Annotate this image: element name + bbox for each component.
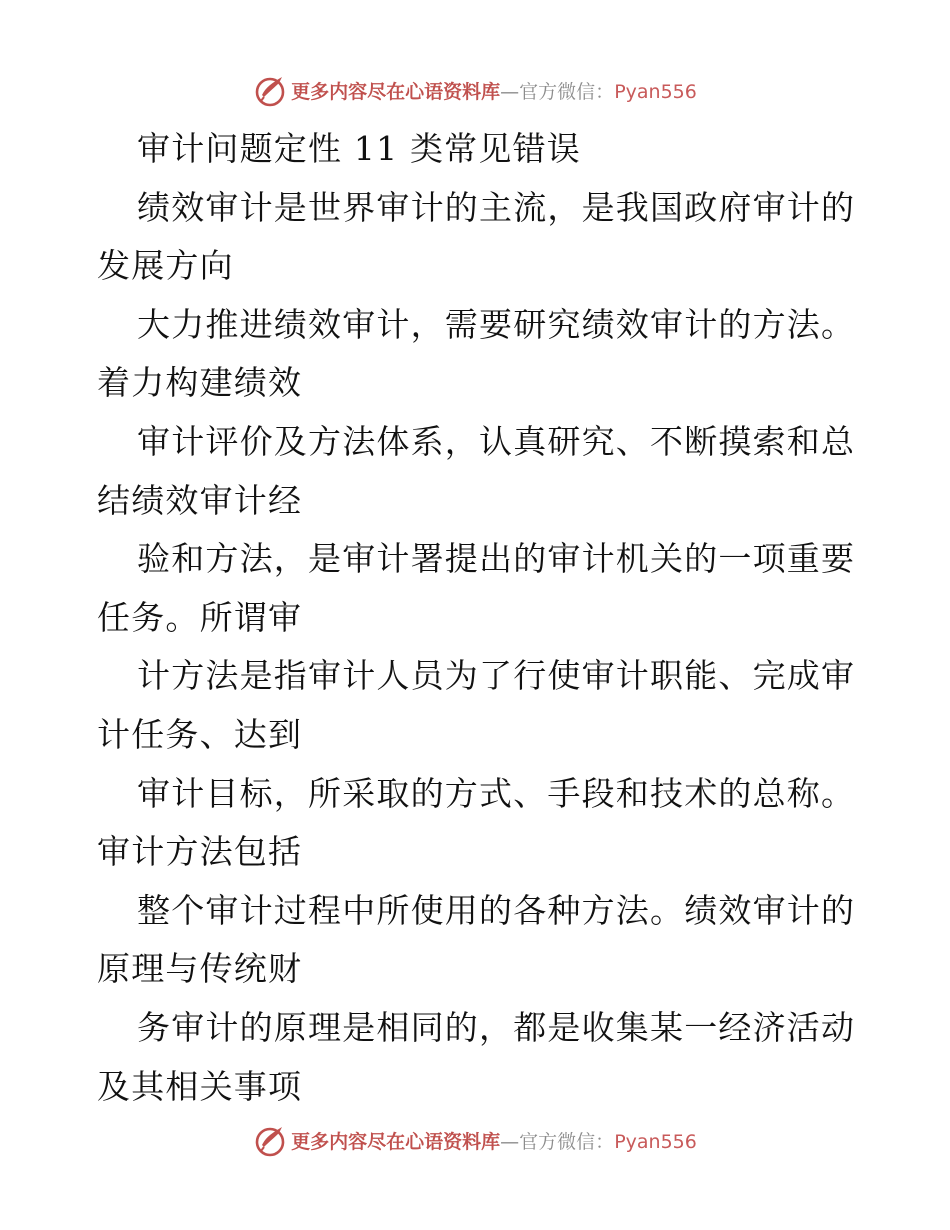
body-line: 审计问题定性 11 类常见错误 — [137, 129, 581, 168]
header-banner — [0, 72, 950, 108]
body-line: 绩效审计是世界审计的主流，是我国政府审计的 — [137, 187, 856, 227]
body-line: 大力推进绩效审计，需要研究绩效审计的方法。 — [137, 304, 856, 344]
body-line: 任务。所谓审 — [97, 597, 303, 637]
footer-banner-inner — [253, 1123, 697, 1157]
body-line: 务审计的原理是相同的，都是收集某一经济活动 — [137, 1007, 856, 1047]
body-line: 计任务、达到 — [97, 714, 303, 754]
header-banner-label: 官方微信： — [519, 80, 615, 103]
pen-logo-icon — [253, 1123, 287, 1157]
body-line: 原理与传统财 — [97, 949, 303, 989]
body-line: 及其相关事项 — [97, 1066, 303, 1106]
header-banner-separator: — — [500, 80, 520, 103]
body-line: 发展方向 — [97, 246, 234, 286]
body-line: 着力构建绩效 — [97, 363, 303, 403]
footer-banner-separator: — — [500, 1130, 520, 1153]
body-line: 计方法是指审计人员为了行使审计职能、完成审 — [137, 656, 856, 696]
header-banner-inner — [253, 73, 697, 107]
header-banner-account: Pyan556 — [614, 80, 697, 103]
footer-banner-label: 官方微信： — [519, 1130, 615, 1153]
pen-logo-icon — [253, 73, 287, 107]
footer-banner-account: Pyan556 — [614, 1130, 697, 1153]
body-line: 结绩效审计经 — [97, 480, 303, 520]
body-line: 验和方法，是审计署提出的审计机关的一项重要 — [137, 539, 856, 579]
body-line: 审计评价及方法体系，认真研究、不断摸索和总 — [137, 421, 856, 461]
footer-banner — [0, 1122, 950, 1158]
document-body — [97, 120, 857, 1116]
header-banner-title: 更多内容尽在心语资料库 — [291, 80, 501, 103]
body-line: 审计方法包括 — [97, 832, 303, 872]
body-line: 审计目标，所采取的方式、手段和技术的总称。 — [137, 773, 856, 813]
header-banner-text — [291, 77, 697, 104]
footer-banner-title: 更多内容尽在心语资料库 — [291, 1130, 501, 1153]
body-line: 整个审计过程中所使用的各种方法。绩效审计的 — [137, 890, 856, 930]
footer-banner-text — [291, 1127, 697, 1154]
